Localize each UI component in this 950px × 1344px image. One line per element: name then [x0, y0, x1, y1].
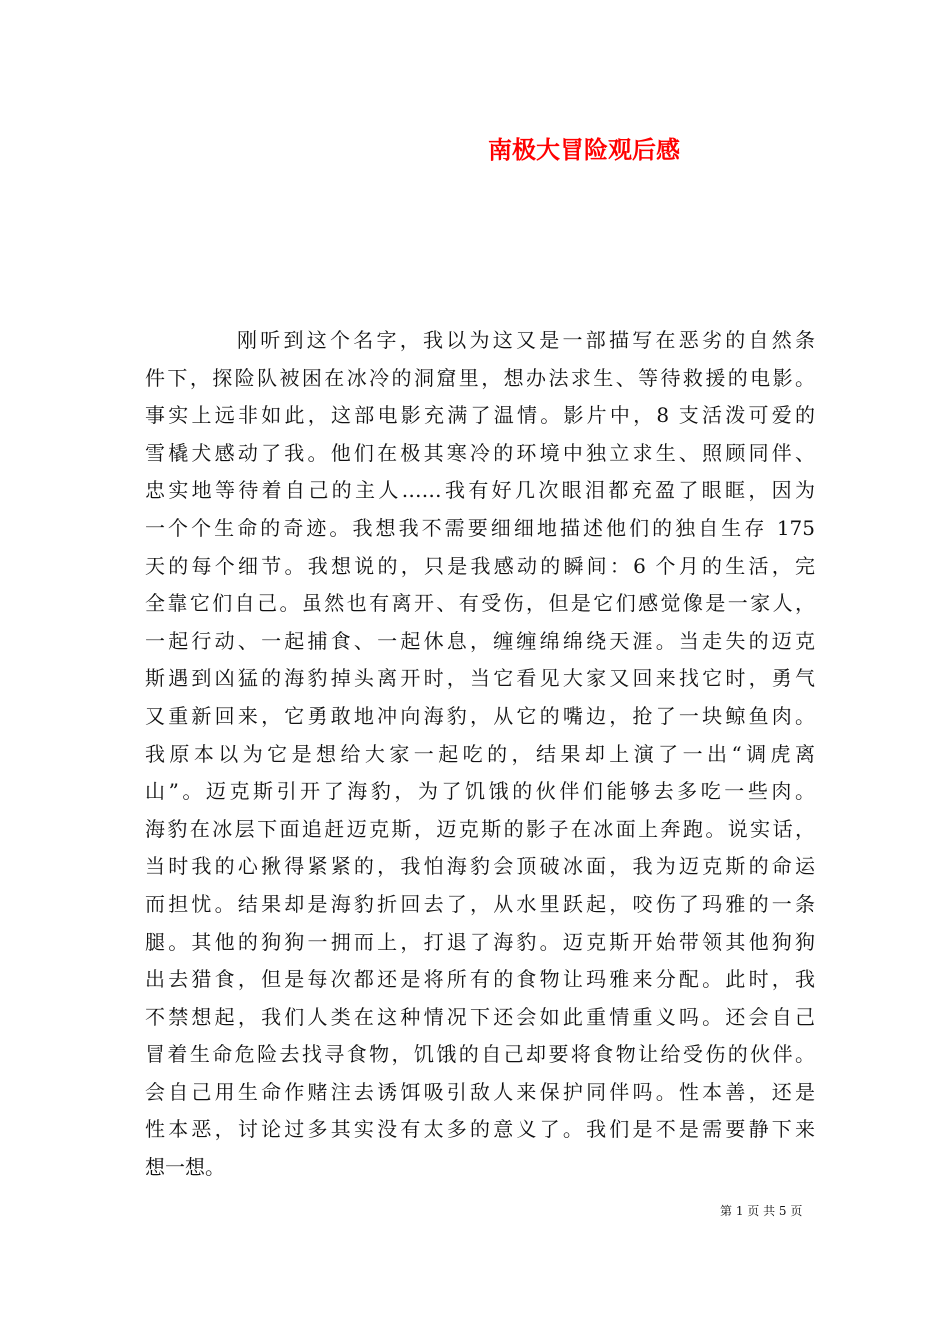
- paragraph-line: 忠实地等待着自己的主人……我有好几次眼泪都充盈了眼眶，因为: [145, 478, 815, 503]
- paragraph-line: 刚听到这个名字，我以为这又是一部描写在恶劣的自然条: [237, 328, 815, 352]
- page-number-footer: 第 1 页 共 5 页: [720, 1204, 803, 1218]
- paragraph-line: 当时我的心揪得紧紧的，我怕海豹会顶破冰面，我为迈克斯的命运: [145, 854, 815, 879]
- paragraph-line: 全靠它们自己。虽然也有离开、有受伤，但是它们感觉像是一家人，: [145, 591, 815, 616]
- paragraph-line: 斯遇到凶猛的海豹掉头离开时，当它看见大家又回来找它时，勇气: [145, 666, 815, 691]
- paragraph-line: 海豹在冰层下面追赶迈克斯，迈克斯的影子在冰面上奔跑。说实话，: [145, 816, 815, 841]
- paragraph-line: 冒着生命危险去找寻食物，饥饿的自己却要将食物让给受伤的伙伴。: [145, 1042, 815, 1067]
- paragraph-line: 而担忧。结果却是海豹折回去了，从水里跃起，咬伤了玛雅的一条: [145, 891, 815, 916]
- body-paragraph: [145, 322, 815, 1187]
- page-title: 南极大冒险观后感: [488, 135, 680, 164]
- paragraph-line: 想一想。: [145, 1155, 225, 1180]
- paragraph-line: 天的每个细节。我想说的，只是我感动的瞬间：6 个月的生活，完: [145, 553, 815, 578]
- paragraph-line: 腿。其他的狗狗一拥而上，打退了海豹。迈克斯开始带领其他狗狗: [145, 929, 815, 954]
- paragraph-line: 出去猎食，但是每次都还是将所有的食物让玛雅来分配。此时，我: [145, 967, 815, 992]
- paragraph-line: 一个个生命的奇迹。我想我不需要细细地描述他们的独自生存 175: [145, 515, 815, 540]
- paragraph-line: 我原本以为它是想给大家一起吃的，结果却上演了一出“调虎离: [145, 741, 815, 766]
- paragraph-line: 事实上远非如此，这部电影充满了温情。影片中，8 支活泼可爱的: [145, 403, 815, 428]
- paragraph-line: 会自己用生命作赌注去诱饵吸引敌人来保护同伴吗。性本善，还是: [145, 1079, 815, 1104]
- paragraph-line: 件下，探险队被困在冰冷的洞窟里，想办法求生、等待救援的电影。: [145, 365, 815, 390]
- paragraph-line: 不禁想起，我们人类在这种情况下还会如此重情重义吗。还会自己: [145, 1004, 815, 1029]
- paragraph-line: 性本恶，讨论过多其实没有太多的意义了。我们是不是需要静下来: [145, 1117, 815, 1142]
- paragraph-line: 雪橇犬感动了我。他们在极其寒冷的环境中独立求生、照顾同伴、: [145, 440, 815, 465]
- paragraph-line: 山”。迈克斯引开了海豹，为了饥饿的伙伴们能够去多吃一些肉。: [145, 779, 815, 804]
- paragraph-line: 一起行动、一起捕食、一起休息，缠缠绵绵绕天涯。当走失的迈克: [145, 628, 815, 653]
- paragraph-line: 又重新回来，它勇敢地冲向海豹，从它的嘴边，抢了一块鲸鱼肉。: [145, 703, 815, 728]
